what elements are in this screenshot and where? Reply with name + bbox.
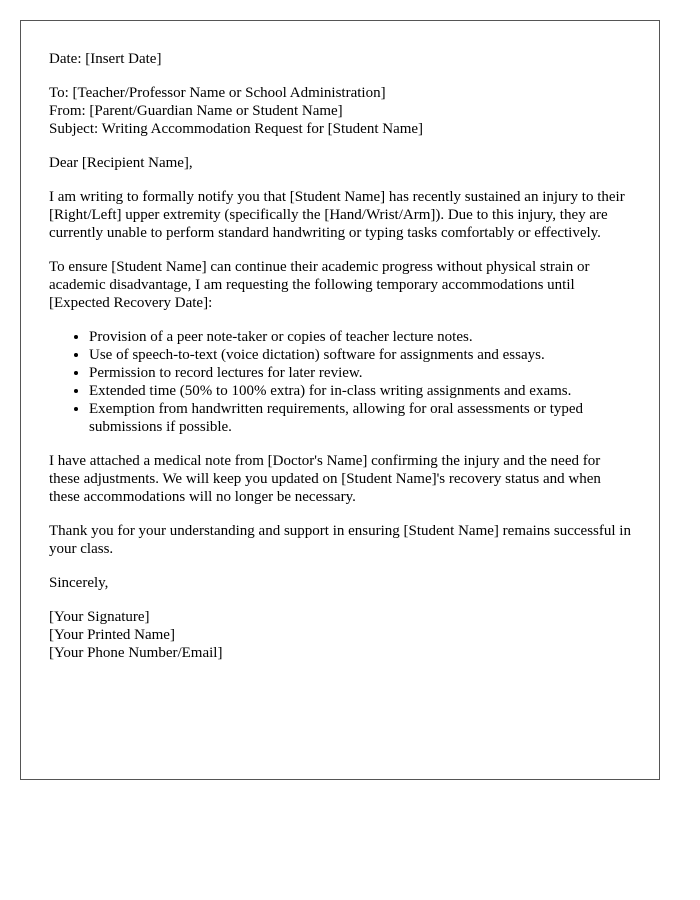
- body-paragraph-request: To ensure [Student Name] can continue their academic progress without physical strain or academic disadvantage, I am requesting the following temporary accommodations until [Expected Recovery Date]:: [49, 259, 590, 311]
- closing: Sincerely,: [49, 575, 109, 591]
- body-paragraph-medical-note: I have attached a medical note from [Doctor's Name] confirming the injury and the need for these adjustments. We will keep you updated on [Student Name]'s recovery status and when these accommodations will no longer be necessary.: [49, 453, 601, 505]
- accommodations-list: [49, 328, 631, 436]
- accommodation-item: • Exemption from handwritten requirements, allowing for oral assessments or typed submissions if possible.: [89, 400, 631, 436]
- date-line: Date: [Insert Date]: [49, 51, 162, 67]
- subject-line: Subject: Writing Accommodation Request for [Student Name]: [49, 121, 424, 137]
- signature-block: [49, 608, 631, 662]
- header-block: [49, 84, 631, 138]
- printed-name-line: [Your Printed Name]: [49, 627, 175, 643]
- body-paragraph-injury: I am writing to formally notify you that [Student Name] has recently sustained an injury to their [Right/Left] upper extremity (specifically the [Hand/Wrist/Arm]). Due to this injury, they are currently unable to perform standard handwriting or typing tasks comfortably or effectively.: [49, 189, 625, 241]
- accommodation-item: • Extended time (50% to 100% extra) for in-class writing assignments and exams.: [89, 382, 631, 400]
- contact-line: [Your Phone Number/Email]: [49, 645, 223, 661]
- salutation: Dear [Recipient Name],: [49, 155, 193, 171]
- signature-line: [Your Signature]: [49, 609, 150, 625]
- accommodation-item: • Use of speech-to-text (voice dictation) software for assignments and essays.: [89, 346, 631, 364]
- to-line: To: [Teacher/Professor Name or School Administration]: [49, 85, 386, 101]
- body-paragraph-thanks: Thank you for your understanding and support in ensuring [Student Name] remains successful in your class.: [49, 523, 631, 557]
- from-line: From: [Parent/Guardian Name or Student Name]: [49, 103, 343, 119]
- accommodation-item: • Permission to record lectures for later review.: [89, 364, 631, 382]
- letter-document: [20, 20, 660, 780]
- accommodation-item: • Provision of a peer note-taker or copies of teacher lecture notes.: [89, 328, 631, 346]
